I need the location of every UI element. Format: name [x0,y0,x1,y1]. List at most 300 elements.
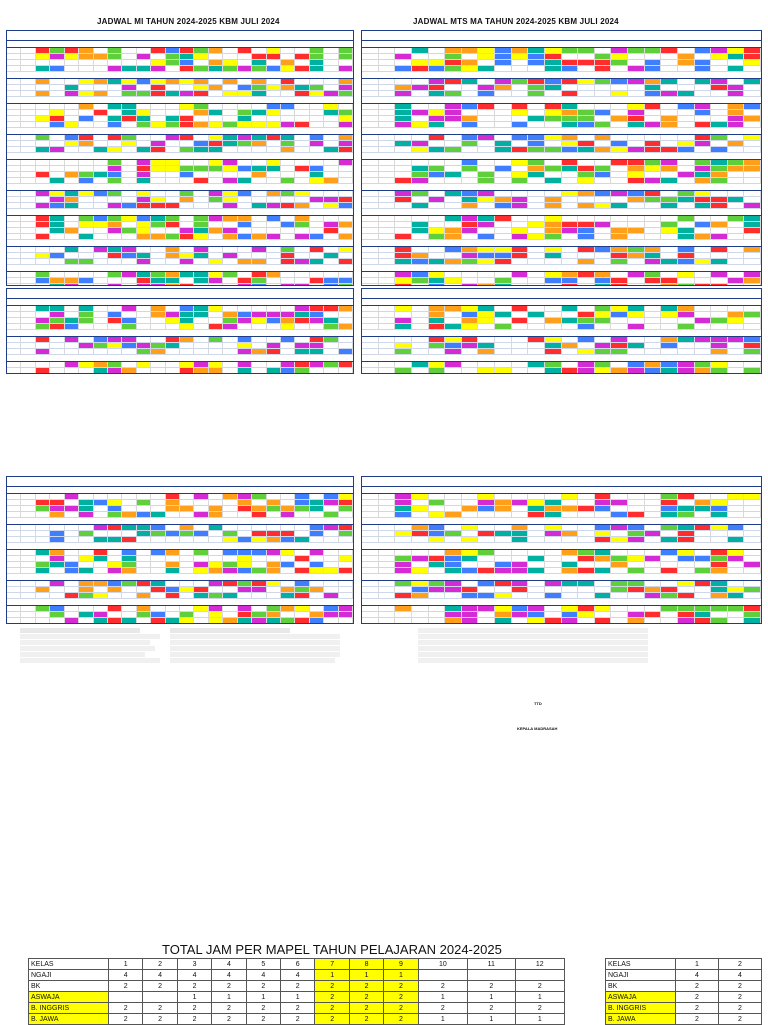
schedule-cell [267,587,281,592]
schedule-cell [595,66,612,71]
schedule-cell [645,141,662,146]
schedule-cell [267,166,281,171]
schedule-cell [595,253,612,258]
schedule-cell [36,494,50,499]
schedule-cell [79,141,93,146]
schedule-cell [281,581,295,586]
schedule-cell [711,197,728,202]
schedule-cell [462,531,479,536]
schedule-cell [180,593,194,598]
schedule-cell [695,284,712,286]
schedule-cell [21,122,35,127]
schedule-cell [50,368,64,373]
schedule-cell [578,160,595,165]
schedule-cell [223,525,237,530]
schedule-cell [611,606,628,611]
schedule-cell [209,512,223,517]
schedule-cell [295,593,309,598]
schedule-cell [7,272,21,277]
schedule-row [362,599,761,606]
schedule-cell [379,525,396,530]
schedule-cell [310,178,324,183]
schedule-cell [645,172,662,177]
schedule-cell [728,116,745,121]
schedule-cell [180,147,194,152]
schedule-cell [122,284,136,286]
schedule-cell [339,587,353,592]
schedule-cell [744,116,761,121]
schedule-cell [678,324,695,329]
schedule-cell [429,581,446,586]
schedule-cell [695,494,712,499]
schedule-cell [429,122,446,127]
schedule-cell [79,562,93,567]
schedule-cell [281,54,295,59]
schedule-cell [339,306,353,311]
schedule-cell [628,122,645,127]
schedule-cell [628,278,645,283]
schedule-cell [238,222,252,227]
schedule-cell [7,494,21,499]
schedule-cell [108,537,122,542]
schedule-cell [412,203,429,208]
schedule-cell [695,60,712,65]
schedule-cell [728,550,745,555]
schedule-cell [744,85,761,90]
schedule-cell [379,512,396,517]
schedule-cell [429,318,446,323]
schedule-cell [379,349,396,354]
schedule-cell [362,197,379,202]
schedule-cell [562,228,579,233]
schedule-cell [79,284,93,286]
schedule-cell [611,278,628,283]
schedule-cell [711,362,728,367]
schedule-cell [379,216,396,221]
schedule-cell [429,104,446,109]
schedule-cell [611,122,628,127]
schedule-cell [166,550,180,555]
schedule-cell [645,203,662,208]
schedule-cell [661,253,678,258]
schedule-cell [137,306,151,311]
schedule-cell [645,116,662,121]
schedule-cell [528,337,545,342]
schedule-cell [528,191,545,196]
schedule-cell [545,556,562,561]
schedule-cell [238,197,252,202]
schedule-cell [445,606,462,611]
table-cell: BK [606,981,676,992]
schedule-cell [562,172,579,177]
schedule-cell [678,48,695,53]
schedule-cell [252,587,266,592]
schedule-cell [695,587,712,592]
schedule-cell [395,122,412,127]
schedule-cell [462,362,479,367]
schedule-cell [728,85,745,90]
schedule-cell [628,556,645,561]
schedule-cell [678,525,695,530]
schedule-cell [678,272,695,277]
schedule-cell [36,337,50,342]
schedule-cell [429,178,446,183]
schedule-cell [324,116,338,121]
schedule-cell [395,191,412,196]
schedule-cell [21,284,35,286]
schedule-cell [445,66,462,71]
schedule-cell [151,306,165,311]
schedule-cell [495,306,512,311]
schedule-cell [445,556,462,561]
schedule-cell [528,500,545,505]
table-cell: 4 [109,970,143,981]
schedule-cell [36,197,50,202]
schedule-cell [122,160,136,165]
schedule-cell [628,178,645,183]
schedule-cell [21,135,35,140]
schedule-cell [21,234,35,239]
schedule-cell [395,253,412,258]
schedule-cell [122,60,136,65]
table-cell: 2 [719,1003,762,1014]
schedule-cell [744,606,761,611]
schedule-cell [324,178,338,183]
schedule-cell [36,79,50,84]
schedule-cell [295,79,309,84]
schedule-cell [562,525,579,530]
schedule-cell [611,368,628,373]
schedule-cell [744,368,761,373]
schedule-cell [495,147,512,152]
schedule-cell [281,234,295,239]
schedule-cell [137,587,151,592]
schedule-cell [578,531,595,536]
schedule-cell [645,66,662,71]
schedule-cell [512,60,529,65]
schedule-cell [495,506,512,511]
schedule-cell [339,343,353,348]
schedule-cell [695,54,712,59]
schedule-cell [151,197,165,202]
schedule-cell [310,110,324,115]
schedule-cell [695,278,712,283]
schedule-cell [281,178,295,183]
schedule-cell [595,147,612,152]
schedule-cell [21,612,35,617]
schedule-cell [295,349,309,354]
schedule-cell [562,91,579,96]
schedule-cell [281,166,295,171]
schedule-cell [310,494,324,499]
schedule-cell [310,343,324,348]
schedule-cell [50,343,64,348]
schedule-cell [151,104,165,109]
schedule-cell [21,618,35,623]
schedule-cell [379,66,396,71]
schedule-cell [166,247,180,252]
table-cell: 2 [143,1014,177,1025]
schedule-cell [267,191,281,196]
schedule-cell [379,531,396,536]
schedule-cell [462,550,479,555]
schedule-cell [695,272,712,277]
schedule-cell [209,306,223,311]
schedule-cell [728,349,745,354]
schedule-cell [379,122,396,127]
schedule-cell [310,272,324,277]
schedule-cell [695,197,712,202]
schedule-cell [595,506,612,511]
schedule-cell [395,79,412,84]
schedule-cell [310,593,324,598]
schedule-cell [711,166,728,171]
schedule-cell [611,531,628,536]
schedule-cell [94,506,108,511]
schedule-cell [379,79,396,84]
schedule-cell [79,191,93,196]
schedule-cell [79,312,93,317]
schedule-cell [395,593,412,598]
schedule-cell [512,506,529,511]
schedule-cell [578,525,595,530]
schedule-cell [310,306,324,311]
schedule-cell [108,228,122,233]
schedule-cell [94,197,108,202]
schedule-cell [180,116,194,121]
schedule-cell [478,85,495,90]
schedule-cell [728,525,745,530]
schedule-cell [137,135,151,140]
schedule-cell [166,306,180,311]
schedule-cell [238,172,252,177]
schedule-cell [661,178,678,183]
schedule-cell [512,197,529,202]
table-cell: 2 [212,1014,246,1025]
schedule-cell [209,253,223,258]
schedule-cell [645,284,662,286]
schedule-cell [137,85,151,90]
schedule-cell [324,141,338,146]
schedule-cell [65,581,79,586]
schedule-cell [512,222,529,227]
schedule-cell [238,203,252,208]
schedule-cell [678,349,695,354]
schedule-cell [7,191,21,196]
schedule-cell [79,278,93,283]
schedule-cell [562,166,579,171]
schedule-cell [65,160,79,165]
schedule-cell [628,259,645,264]
schedule-cell [678,506,695,511]
schedule-cell [50,306,64,311]
schedule-cell [395,525,412,530]
schedule-cell [209,606,223,611]
schedule-cell [94,324,108,329]
schedule-cell [711,203,728,208]
schedule-cell [545,247,562,252]
schedule-cell [678,537,695,542]
schedule-cell [562,312,579,317]
schedule-cell [628,500,645,505]
schedule-cell [50,525,64,530]
schedule-cell [108,500,122,505]
table-cell: 2 [515,1003,564,1014]
schedule-cell [65,247,79,252]
schedule-cell [65,593,79,598]
schedule-cell [151,110,165,115]
schedule-cell [151,228,165,233]
schedule-cell [281,247,295,252]
schedule-cell [562,278,579,283]
schedule-cell [151,91,165,96]
schedule-cell [339,48,353,53]
schedule-cell [137,91,151,96]
schedule-cell [36,160,50,165]
schedule-cell [339,160,353,165]
schedule-cell [310,147,324,152]
schedule-cell [661,593,678,598]
schedule-cell [151,203,165,208]
schedule-cell [661,272,678,277]
schedule-cell [36,500,50,505]
schedule-cell [661,160,678,165]
schedule-cell [711,284,728,286]
schedule-cell [562,197,579,202]
schedule-cell [137,581,151,586]
schedule-cell [512,368,529,373]
schedule-cell [281,537,295,542]
schedule-cell [94,66,108,71]
schedule-cell [223,85,237,90]
schedule-cell [194,512,208,517]
schedule-cell [94,568,108,573]
schedule-cell [65,606,79,611]
schedule-cell [21,104,35,109]
schedule-cell [578,272,595,277]
schedule-cell [238,537,252,542]
schedule-cell [678,593,695,598]
schedule-cell [50,191,64,196]
schedule-cell [711,593,728,598]
schedule-cell [281,550,295,555]
schedule-cell [209,66,223,71]
schedule-cell [180,122,194,127]
schedule-cell [108,197,122,202]
schedule-cell [180,228,194,233]
schedule-cell [578,116,595,121]
schedule-cell [595,141,612,146]
schedule-cell [495,197,512,202]
schedule-cell [209,228,223,233]
schedule-cell [267,222,281,227]
schedule-cell [695,612,712,617]
table-cell: 1 [418,992,467,1003]
schedule-cell [595,60,612,65]
schedule-cell [65,259,79,264]
schedule-cell [412,66,429,71]
schedule-cell [50,278,64,283]
schedule-cell [151,278,165,283]
schedule-cell [711,349,728,354]
schedule-cell [281,512,295,517]
schedule-cell [310,368,324,373]
schedule-cell [166,116,180,121]
schedule-cell [628,60,645,65]
schedule-cell [412,562,429,567]
schedule-cell [678,362,695,367]
schedule-cell [209,197,223,202]
schedule-cell [645,512,662,517]
schedule-cell [50,166,64,171]
schedule-cell [267,337,281,342]
schedule-cell [36,91,50,96]
schedule-cell [478,178,495,183]
schedule-cell [528,343,545,348]
schedule-cell [478,506,495,511]
schedule-cell [445,312,462,317]
schedule-cell [295,54,309,59]
schedule-cell [180,531,194,536]
schedule-cell [512,54,529,59]
schedule-cell [252,618,266,623]
schedule-cell [728,343,745,348]
schedule-cell [108,91,122,96]
schedule-cell [512,318,529,323]
schedule-cell [223,60,237,65]
schedule-cell [50,581,64,586]
schedule-cell [412,531,429,536]
schedule-cell [445,349,462,354]
schedule-cell [137,606,151,611]
schedule-cell [512,178,529,183]
schedule-cell [267,141,281,146]
schedule-cell [379,368,396,373]
schedule-cell [166,525,180,530]
schedule-cell [628,172,645,177]
schedule-cell [310,166,324,171]
schedule-cell [194,141,208,146]
schedule-cell [223,141,237,146]
schedule-cell [628,525,645,530]
schedule-cell [79,147,93,152]
schedule-cell [462,278,479,283]
schedule-cell [462,253,479,258]
schedule-cell [151,172,165,177]
schedule-cell [362,66,379,71]
schedule-cell [578,337,595,342]
schedule-cell [711,612,728,617]
schedule-cell [478,247,495,252]
schedule-cell [412,612,429,617]
schedule-cell [412,110,429,115]
schedule-cell [562,272,579,277]
schedule-cell [94,234,108,239]
schedule-cell [528,593,545,598]
schedule-cell [50,135,64,140]
schedule-cell [65,618,79,623]
schedule-cell [194,562,208,567]
schedule-cell [595,191,612,196]
schedule-cell [151,147,165,152]
schedule-cell [429,278,446,283]
schedule-cell [429,568,446,573]
schedule-cell [310,191,324,196]
schedule-cell [695,203,712,208]
schedule-cell [324,512,338,517]
schedule-cell [295,85,309,90]
schedule-cell [223,537,237,542]
